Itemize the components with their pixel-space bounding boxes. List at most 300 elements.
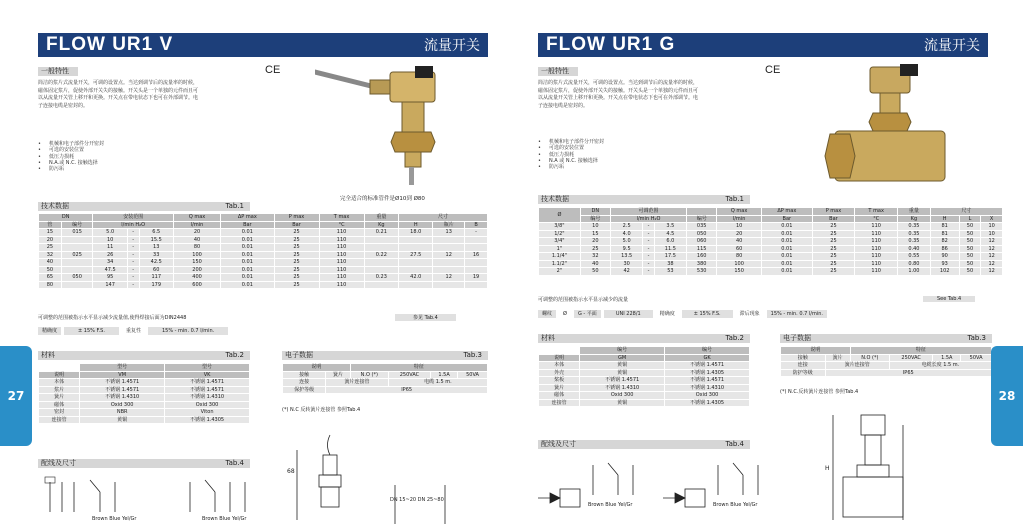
table-cell: 0.01 (762, 245, 813, 253)
table-cell: 50 (959, 238, 981, 246)
table-row (39, 416, 250, 424)
table-cell: 100 (173, 251, 220, 259)
table-cell: 050 (61, 274, 93, 282)
table-row (39, 394, 250, 402)
table-cell: - (643, 260, 654, 268)
table-cell: 20 (39, 236, 62, 244)
list-item: • 可选的安装位置 (538, 145, 604, 151)
table-cell: 13.5 (610, 253, 643, 261)
table-cell: 0.01 (762, 260, 813, 268)
table-cell: 25 (812, 230, 855, 238)
table-cell: 浆片 (39, 386, 80, 394)
header-title-cn: 流量开关 (424, 38, 480, 54)
table-cell: 42.0 (399, 274, 433, 282)
model-title: FLOW UR1 G (546, 34, 676, 55)
table-row (39, 251, 488, 259)
table-cell: 20 (580, 238, 610, 246)
table-cell (465, 266, 488, 274)
table-cell: 15.5 (139, 236, 173, 244)
table-cell: 黄铜 (80, 416, 165, 424)
dimension-drawing (813, 405, 988, 524)
table-cell: 50 (959, 260, 981, 268)
table-cell (61, 244, 93, 252)
table-cell: 外壳 (539, 369, 580, 377)
tech-data-table: DN 安装范围 Q max ΔP max P max T max 重量 尺寸 管 编号 l/min H₂O l/min Bar Bar °C Kg H 瓶片 B 15 015 5.0 - 6.5 20 0.01 25 110 0.21 18.0 13 - 20 10 - 15.5 40 0.01 25 110 25 11 - 13 80 0.01 25 110 32 025 26 - 33 100 0.01 25 110 0.22 27.5 12 16 40 34 - 42.5 150 0.01 25 110 50 47.5 - 60 200 0.01 25 110 65 050 95 - 117 400 0.01 25 110 0.23 42.0 12 19 80 147 - 179 600 0.01 25 110 (38, 213, 488, 289)
table-cell: NBR (80, 409, 165, 417)
table-cell: 11 (93, 244, 127, 252)
wire-colors-2: Brown Blue Yel/Gr (202, 516, 247, 522)
table-cell: 不锈钢 1.4310 (580, 384, 665, 392)
table-cell (399, 259, 433, 267)
table-cell: 25 (812, 260, 855, 268)
table-cell: 25 (812, 238, 855, 246)
table-row (539, 253, 1003, 261)
table-row (39, 266, 488, 274)
table-cell (61, 236, 93, 244)
table-cell: 50 (959, 223, 981, 231)
table-cell (364, 281, 398, 289)
table-cell: 0.21 (364, 229, 398, 237)
table-cell: 25 (812, 245, 855, 253)
table-cell: 40 (580, 260, 610, 268)
list-item: • 机械和电子部件分开密封 (38, 141, 104, 147)
table-cell: 80 (173, 244, 220, 252)
table-cell: - (127, 251, 139, 259)
table-cell: 110 (319, 251, 364, 259)
page-number-tab: 27 (0, 346, 32, 446)
list-item: • 低压力损耗 (538, 152, 604, 158)
electrical-note: (*) N.C 反转簧片连接管 参照Tab.4 (282, 407, 361, 413)
electrical-section: 电子数据 Tab.3 (282, 351, 488, 360)
table-cell: 25 (274, 236, 319, 244)
table-cell: 82 (930, 238, 959, 246)
precision-row: 精确度 ± 15% F.S. 重复性 15% - min. 0.7 l/min. (38, 327, 228, 335)
table-cell: 32 (580, 253, 610, 261)
table-row (39, 409, 250, 417)
electrical-table: 说明 特征 接触 簧片 N.O (*) 250VAC 1.5A 50VA 连接 簧片连接管 电缆长度 1.5 m. 防护等级 IP65 (780, 346, 992, 377)
table-cell: 26 (93, 251, 127, 259)
tech-data-section: 技术数据 Tab.1 (38, 202, 250, 211)
table-row (39, 259, 488, 267)
table-cell: 1.00 (898, 268, 931, 276)
table-cell: - (643, 245, 654, 253)
table-cell: 不锈钢 1.4571 (665, 377, 750, 385)
table-cell: 530 (687, 268, 717, 276)
table-cell: 12 (981, 260, 1003, 268)
table-cell: 110 (319, 236, 364, 244)
table-cell: 不锈钢 1.4571 (165, 379, 250, 387)
material-section: 材料 Tab.2 (538, 334, 750, 343)
table-cell: 密封 (39, 409, 80, 417)
table-cell: - (643, 268, 654, 276)
electrical-note: (*) N.C.反转簧片连接管 参照Tab.4 (780, 389, 859, 395)
table-cell: 不锈钢 1.4571 (80, 386, 165, 394)
table-cell: 0.01 (221, 244, 274, 252)
list-item: • 机械和电子部件分开密封 (538, 139, 604, 145)
table-cell: 17.5 (654, 253, 687, 261)
table-cell: 3.5 (654, 223, 687, 231)
product-photo (805, 62, 955, 190)
table-cell: 连接管 (539, 399, 580, 407)
table-cell: 12 (981, 268, 1003, 276)
table-cell: 81 (930, 230, 959, 238)
table-cell: 4.5 (654, 230, 687, 238)
table-cell: 0.35 (898, 238, 931, 246)
table-cell: - (127, 244, 139, 252)
table-cell (364, 266, 398, 274)
electrical-section: 电子数据 Tab.3 (780, 334, 992, 343)
table-row (539, 384, 750, 392)
table-cell: 12 (981, 238, 1003, 246)
table-cell: 117 (139, 274, 173, 282)
table-cell: 50 (959, 253, 981, 261)
table-row (539, 223, 1003, 231)
table-row (539, 260, 1003, 268)
tab1-note: 可调整的范围被指示水平显示减少流量值,使得焊接后面为DIN2448 (38, 315, 187, 321)
table-cell: 86 (930, 245, 959, 253)
table-cell: 110 (855, 238, 898, 246)
table-cell: 110 (855, 268, 898, 276)
table-cell: 0.01 (221, 251, 274, 259)
table-row (539, 392, 750, 400)
table-cell: 110 (319, 281, 364, 289)
table-cell: 16 (465, 251, 488, 259)
table-row (539, 369, 750, 377)
table-cell: 19 (465, 274, 488, 282)
table-row (539, 238, 1003, 246)
model-title: FLOW UR1 V (46, 34, 174, 55)
table-cell: 65 (39, 274, 62, 282)
table-cell: - (127, 281, 139, 289)
table-cell: 110 (855, 260, 898, 268)
wire-colors: Brown Blue Yel/Gr (92, 516, 137, 522)
table-cell: 0.23 (364, 274, 398, 282)
list-item: • 可选的安装位置 (38, 147, 104, 153)
thread-precision-row: 螺纹 Ø G - 平面 UNI 228/1 精确度 ± 15% F.S. 滞后现象 15% - min. 0.7 l/min. (538, 310, 827, 318)
table-cell: 5.0 (610, 238, 643, 246)
table-cell: 110 (855, 253, 898, 261)
table-cell (465, 244, 488, 252)
table-cell: 100 (717, 260, 762, 268)
table-cell: 不锈钢 1.4571 (165, 386, 250, 394)
table-row (539, 245, 1003, 253)
table-cell (433, 236, 465, 244)
dimension-drawing (285, 430, 485, 524)
right-page-header (538, 33, 988, 57)
table-cell: 10 (717, 223, 762, 231)
table-row (539, 377, 750, 385)
table-cell: 11.5 (654, 245, 687, 253)
table-row (39, 281, 488, 289)
table-cell: 簧片 (539, 384, 580, 392)
table-cell: 025 (61, 251, 93, 259)
table-cell: 6.0 (654, 238, 687, 246)
table-cell: 40 (173, 236, 220, 244)
table-cell: 90 (930, 253, 959, 261)
description: 简洁的浆片式流量开关，可调的设置点。当达到调节后的流量率的时候， 磁体固定浆片，促使外部开关失的接触。开关头是一个单独的元件而且可 以从流量开关管上移开和更换。开关点在带电状态下也可在外部调节。电 子连接电缆是密封的。 (538, 80, 699, 109)
table-cell: 13 (433, 229, 465, 237)
table-cell: 磁体 (539, 392, 580, 400)
table-row (39, 401, 250, 409)
right-page (513, 0, 1023, 524)
table-cell: 200 (173, 266, 220, 274)
table-cell: 0.01 (762, 223, 813, 231)
list-item: • 低压力损耗 (38, 154, 104, 160)
table-cell: 0.01 (221, 229, 274, 237)
table-cell: - (643, 230, 654, 238)
table-cell: 33 (139, 251, 173, 259)
product-photo (315, 62, 465, 192)
table-cell (399, 236, 433, 244)
table-cell: 25 (580, 245, 610, 253)
table-cell: 连接管 (39, 416, 80, 424)
table-cell: 1/2" (539, 230, 581, 238)
table-cell: 27.5 (399, 251, 433, 259)
table-row (539, 362, 750, 370)
table-cell: 不锈钢 1.4310 (80, 394, 165, 402)
table-cell: 42 (610, 268, 643, 276)
see-tab4-note: 参见 Tab.4 (395, 314, 456, 321)
table-cell: 不锈钢 1.4305 (665, 369, 750, 377)
table-cell: 160 (687, 253, 717, 261)
table-cell (364, 244, 398, 252)
table-cell: 25 (274, 281, 319, 289)
table-cell: 110 (855, 230, 898, 238)
table-cell (465, 236, 488, 244)
tech-data-section: 技术数据 Tab.1 (538, 195, 750, 204)
table-cell: 40 (39, 259, 62, 267)
table-cell: 42.5 (139, 259, 173, 267)
table-cell: - (127, 274, 139, 282)
table-cell: 桨板 (539, 377, 580, 385)
table-cell: 磁体 (39, 401, 80, 409)
table-cell: 80 (717, 253, 762, 261)
table-cell: - (127, 229, 139, 237)
table-cell: 110 (855, 223, 898, 231)
tech-data-table: Ø DN 可调范围 Q max ΔP max P max T max 重量 尺寸 编号 l/min H₂O 编号 l/min Bar Bar °C Kg H L X 3/8" 10 2.5 - 3.5 035 10 0.01 25 110 0.35 81 50 10 1/2" 15 4.0 - 4.5 050 20 0.01 25 110 0.35 81 50 10 3/4" 20 5.0 - 6.0 060 40 0.01 25 110 0.35 82 50 12 1" 25 9.5 - 11.5 115 60 0.01 25 110 0.40 86 50 12 1.1/4" 32 13.5 - 17.5 160 80 0.01 25 110 0.55 90 50 12 1.1/2" 40 30 - 38 380 100 0.01 25 110 0.80 93 50 12 2" 50 42 - 53 530 150 0.01 25 110 1.00 102 50 12 (538, 207, 1003, 276)
table-cell: 80 (39, 281, 62, 289)
table-cell: 0.22 (364, 251, 398, 259)
table-cell: 25 (274, 274, 319, 282)
wiring-section: 配线及尺寸 Tab.4 (38, 459, 250, 468)
table-cell: 50 (959, 230, 981, 238)
table-row (39, 379, 250, 387)
table-cell (364, 236, 398, 244)
description: 简洁的浆片式流量开关，可调的设置点。当达到调节后的流量率的时候， 磁体固定浆片，促使外部开关失的接触。开关头是一个单独的元件而且可 以从流量开关管上移开和更换。开关点在带电状态下也可在外部调节。电 子连接电缆是密封的。 (38, 80, 199, 109)
table-cell: 12 (981, 245, 1003, 253)
table-cell: 6.5 (139, 229, 173, 237)
table-cell: 不锈钢 1.4305 (165, 416, 250, 424)
table-cell: 40 (717, 238, 762, 246)
table-row (39, 274, 488, 282)
table-cell: 30 (610, 260, 643, 268)
table-cell (61, 266, 93, 274)
general-section-label: 一般特性 (538, 67, 578, 76)
table-cell: 本体 (39, 379, 80, 387)
table-cell: 110 (319, 244, 364, 252)
table-cell: 95 (93, 274, 127, 282)
table-cell: 0.01 (762, 230, 813, 238)
table-cell: 115 (687, 245, 717, 253)
table-cell (433, 244, 465, 252)
table-cell: 50 (39, 266, 62, 274)
table-cell: 380 (687, 260, 717, 268)
table-cell: 147 (93, 281, 127, 289)
table-cell: 035 (687, 223, 717, 231)
table-cell: Oxid 300 (80, 401, 165, 409)
header-title-cn: 流量开关 (924, 38, 980, 54)
general-section-label: 一般特性 (38, 67, 78, 76)
table-cell: 5.0 (93, 229, 127, 237)
table-cell: 20 (717, 230, 762, 238)
table-cell (399, 266, 433, 274)
table-cell: 015 (61, 229, 93, 237)
table-cell: 110 (319, 266, 364, 274)
table-cell: 0.55 (898, 253, 931, 261)
wire-colors: Brown Blue Yel/Gr (588, 502, 633, 508)
list-item: • 防污垢 (38, 166, 104, 172)
table-cell (465, 281, 488, 289)
table-cell: 0.01 (762, 238, 813, 246)
table-cell (399, 244, 433, 252)
table-cell: 黄铜 (580, 399, 665, 407)
table-cell: 不锈钢 1.4310 (165, 394, 250, 402)
material-table: 型号 型号 说明 VM VK 本体 不锈钢 1.4571 不锈钢 1.4571 浆片 不锈钢 1.4571 不锈钢 1.4571 簧片 不锈钢 1.4310 不锈钢 1.4310 磁体 Oxid 300 Oxid 300 密封 NBR Viton 连接管 黄铜 不锈钢 1.4305 (38, 363, 250, 424)
table-row (539, 399, 750, 407)
table-row (39, 236, 488, 244)
table-cell: 50 (580, 268, 610, 276)
table-cell: 簧片 (39, 394, 80, 402)
table-cell (364, 259, 398, 267)
dim-68: 68 (287, 468, 295, 475)
see-tab4-note: See Tab.4 (923, 296, 975, 302)
table-cell (433, 281, 465, 289)
left-page-header (38, 33, 488, 57)
table-cell: 0.40 (898, 245, 931, 253)
list-item: • 防污垢 (538, 164, 604, 170)
table-row (539, 230, 1003, 238)
wiring-section: 配线及尺寸 Tab.4 (538, 440, 750, 449)
table-cell: Viton (165, 409, 250, 417)
table-cell (399, 281, 433, 289)
table-row (39, 386, 250, 394)
table-cell: 53 (654, 268, 687, 276)
table-cell: 25 (812, 253, 855, 261)
table-cell: 0.80 (898, 260, 931, 268)
table-cell: 10 (580, 223, 610, 231)
table-cell: 3/8" (539, 223, 581, 231)
fitting-caption: 完全适合的标准管件是Ø10到 Ø80 (340, 196, 425, 202)
table-cell: 10 (981, 230, 1003, 238)
table-cell: 110 (319, 229, 364, 237)
table-cell: 050 (687, 230, 717, 238)
table-cell (433, 266, 465, 274)
table-cell: 93 (930, 260, 959, 268)
table-cell: 0.01 (762, 253, 813, 261)
table-row (539, 268, 1003, 276)
table-cell: 25 (274, 244, 319, 252)
table-cell: 0.01 (221, 236, 274, 244)
page-number-tab: 28 (991, 346, 1023, 446)
table-cell: 1.1/2" (539, 260, 581, 268)
table-cell: 10 (981, 223, 1003, 231)
table-cell: 黄铜 (580, 362, 665, 370)
table-cell (433, 259, 465, 267)
table-cell: 0.35 (898, 230, 931, 238)
table-cell (61, 281, 93, 289)
table-cell: 0.01 (221, 281, 274, 289)
table-cell: 110 (319, 259, 364, 267)
table-cell: 12 (433, 251, 465, 259)
table-cell: 4.0 (610, 230, 643, 238)
table-cell: 25 (812, 268, 855, 276)
table-cell: 81 (930, 223, 959, 231)
table-cell: 150 (717, 268, 762, 276)
table-cell: 150 (173, 259, 220, 267)
table-cell: 黄铜 (580, 369, 665, 377)
table-cell: 不锈钢 1.4571 (580, 377, 665, 385)
table-cell: 15 (39, 229, 62, 237)
table-cell: 1" (539, 245, 581, 253)
ce-mark: CE (265, 64, 281, 76)
table-cell: 不锈钢 1.4571 (80, 379, 165, 387)
table-cell: - (127, 236, 139, 244)
table-cell: 102 (930, 268, 959, 276)
dim-h: H (825, 465, 830, 472)
table-cell: 13 (139, 244, 173, 252)
table-cell: 600 (173, 281, 220, 289)
table-cell: 110 (319, 274, 364, 282)
material-table: 编号 编号 说明 GM GK 本体 黄铜 不锈钢 1.4571 外壳 黄铜 不锈钢 1.4305 桨板 不锈钢 1.4571 不锈钢 1.4571 簧片 不锈钢 1.4310 不锈钢 1.4310 磁体 Oxid 300 Oxid 300 连接管 黄铜 不锈钢 1.4305 (538, 346, 750, 407)
table-cell: 50 (959, 245, 981, 253)
table-cell: 不锈钢 1.4310 (665, 384, 750, 392)
table-cell: Oxid 300 (580, 392, 665, 400)
table-cell: 25 (274, 266, 319, 274)
table-cell: 25 (274, 251, 319, 259)
dn-label: DN 15~20 DN 25~80 (390, 497, 444, 503)
list-item: • N.A.或 N.C. 接触选择 (38, 160, 104, 166)
table-cell: 38 (654, 260, 687, 268)
table-cell: 060 (687, 238, 717, 246)
table-cell (61, 259, 93, 267)
table-cell: - (465, 229, 488, 237)
table-cell: 60 (717, 245, 762, 253)
feature-list (538, 139, 604, 170)
table-cell: 110 (855, 245, 898, 253)
feature-list (38, 141, 104, 172)
table-cell: Oxid 300 (665, 392, 750, 400)
table-cell: 3/4" (539, 238, 581, 246)
table-cell: 0.01 (221, 266, 274, 274)
table-cell: 2.5 (610, 223, 643, 231)
material-section: 材料 Tab.2 (38, 351, 250, 360)
table-cell: 60 (139, 266, 173, 274)
table-cell: - (643, 253, 654, 261)
left-page (0, 0, 510, 524)
table-cell: Oxid 300 (165, 401, 250, 409)
table-cell: - (127, 259, 139, 267)
table-row (39, 244, 488, 252)
table-cell: - (127, 266, 139, 274)
table-cell: 12 (981, 253, 1003, 261)
table-cell: 不锈钢 1.4305 (665, 399, 750, 407)
table-cell: 2" (539, 268, 581, 276)
table-cell: 9.5 (610, 245, 643, 253)
table-cell: - (643, 238, 654, 246)
table-cell: 400 (173, 274, 220, 282)
table-row (39, 229, 488, 237)
table-cell: 47.5 (93, 266, 127, 274)
